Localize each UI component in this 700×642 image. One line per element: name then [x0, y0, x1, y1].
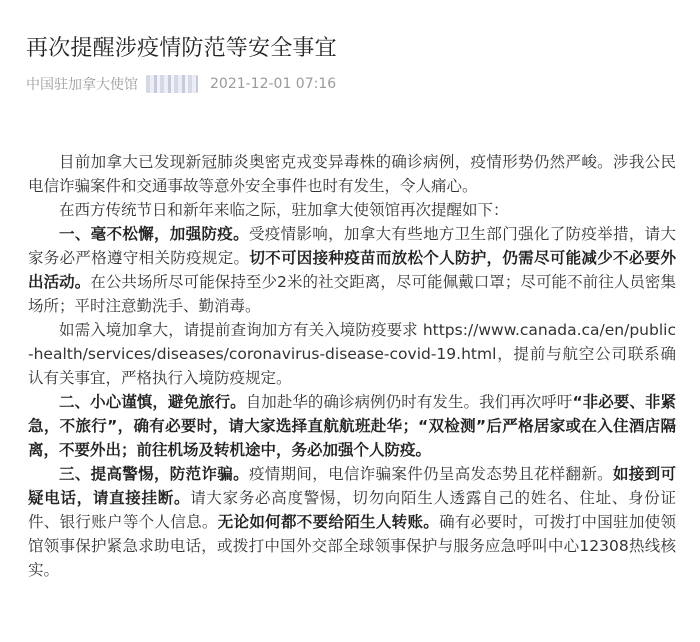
source-link[interactable]: 中国驻加拿大使馆 — [26, 77, 138, 93]
paragraph-text: 受疫情影响，加拿大有些地方卫生部门强化了防疫举措，请大家务必严格遵守相关防疫规定。 — [28, 225, 676, 267]
publish-datetime: 2021-12-01 07:16 — [210, 76, 337, 92]
paragraph-text: 在公共场所尽可能保持至少2米的社交距离，尽可能佩戴口罩；尽可能不前往人员密集场所；平时注意勤洗手、勤消毒。 — [28, 273, 676, 315]
page-title: 再次提醒涉疫情防范等安全事宜 — [26, 36, 337, 61]
paragraph-travel — [28, 390, 676, 462]
paragraph-prevention — [28, 222, 676, 318]
section-heading: 二、小心谨慎，避免旅行。 — [59, 393, 246, 411]
article-body — [28, 150, 676, 582]
paragraph-text: 目前加拿大已发现新冠肺炎奥密克戎变异毒株的确诊病例，疫情形势仍然严峻。涉我公民电信诈骗案件和交通事故等意外安全事件也时有发生，令人痛心。 — [28, 153, 676, 195]
paragraph-reminder — [28, 198, 676, 222]
paragraph-entry-rules — [28, 318, 676, 390]
bold-emphasis: 如接到可疑电话，请直接挂断。 — [28, 465, 676, 507]
article-meta — [26, 74, 336, 94]
paragraph-fraud — [28, 462, 676, 582]
bold-emphasis: 切不可因接种疫苗而放松个人防护，仍需尽可能减少不必要外出活动。 — [28, 249, 676, 291]
paragraph-text: ，提前与航空公司联系确认有关事宜，严格执行入境防疫规定。 — [28, 345, 676, 387]
blurred-author-tag — [146, 75, 198, 93]
paragraph-text: 在西方传统节日和新年来临之际，驻加拿大使领馆再次提醒如下： — [59, 201, 509, 219]
paragraph-text: 自加赴华的确诊病例仍时有发生。我们再次呼吁 — [245, 393, 573, 411]
paragraph-text: 确有必要时，可拨打中国驻加使领馆领事保护紧急求助电话，或拨打中国外交部全球领事保护与服务应急呼叫中心12308热线核实。 — [28, 513, 676, 579]
paragraph-text: 疫情期间，电信诈骗案件仍呈高发态势且花样翻新。 — [248, 465, 613, 483]
bold-emphasis: “非必要、非紧急，不旅行”，确有必要时，请大家选择直航航班赴华；“双检测”后严格居家或在入住酒店隔离，不要外出；前往机场及转机途中，务必加强个人防疫。 — [28, 393, 676, 459]
section-heading: 三、提高警惕，防范诈骗。 — [59, 465, 249, 483]
paragraph-text: 如需入境加拿大，请提前查询加方有关入境防疫要求 — [59, 321, 418, 339]
paragraph-text: 请大家务必高度警惕，切勿向陌生人透露自己的姓名、住址、身份证件、银行账户等个人信息。 — [28, 489, 676, 531]
canada-covid-link[interactable]: https://www.canada.ca/en/public-health/services/diseases/coronavirus-disease-covid-19.html — [28, 321, 676, 363]
section-heading: 一、毫不松懈，加强防疫。 — [59, 225, 249, 243]
paragraph-intro — [28, 150, 676, 198]
bold-emphasis: 无论如何都不要给陌生人转账。 — [217, 513, 440, 531]
